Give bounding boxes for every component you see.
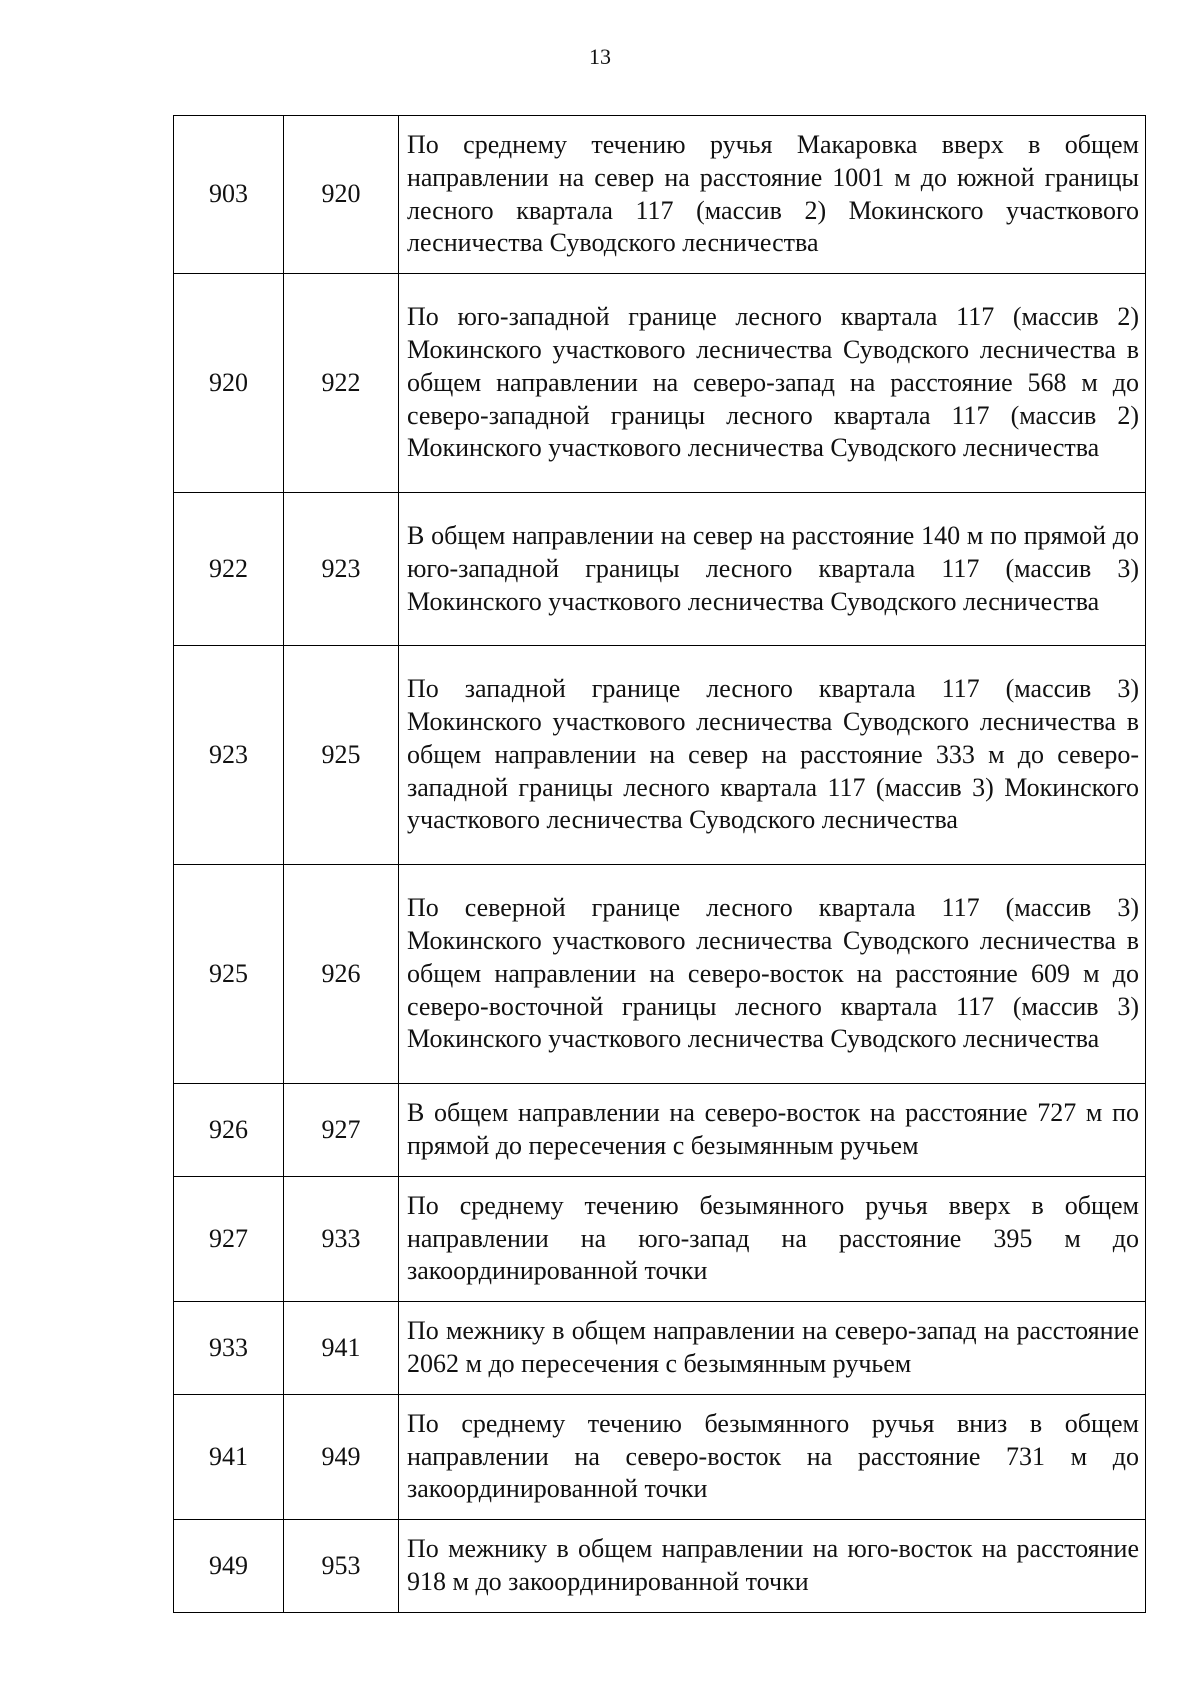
end-point-cell: 920 <box>284 116 399 274</box>
page-number: 13 <box>589 44 611 69</box>
boundary-description-table <box>173 115 1146 1613</box>
table-row <box>174 1176 1146 1301</box>
start-point-cell: 927 <box>174 1176 284 1301</box>
start-point-cell: 922 <box>174 493 284 646</box>
description-cell: По среднему течению ручья Макаровка вверх в общем направлении на север на расстояние 1001 м до южной границы лесного квартала 117 (массив 2) Мокинского участкового лесничества Суводского лесничества <box>399 116 1146 274</box>
description-cell: В общем направлении на север на расстояние 140 м по прямой до юго-западной границы лесного квартала 117 (массив 3) Мокинского участкового лесничества Суводского лесничества <box>399 493 1146 646</box>
start-point-cell: 941 <box>174 1394 284 1519</box>
table-row <box>174 493 1146 646</box>
start-point-cell: 933 <box>174 1302 284 1395</box>
start-point-cell: 923 <box>174 646 284 865</box>
end-point-cell: 926 <box>284 865 399 1084</box>
end-point-cell: 933 <box>284 1176 399 1301</box>
table-row <box>174 116 1146 274</box>
start-point-cell: 920 <box>174 274 284 493</box>
end-point-cell: 953 <box>284 1520 399 1613</box>
description-cell: В общем направлении на северо-восток на расстояние 727 м по прямой до пересечения с безымянным ручьем <box>399 1084 1146 1177</box>
end-point-cell: 922 <box>284 274 399 493</box>
start-point-cell: 903 <box>174 116 284 274</box>
end-point-cell: 923 <box>284 493 399 646</box>
description-cell: По межнику в общем направлении на северо-запад на расстояние 2062 м до пересечения с безымянным ручьем <box>399 1302 1146 1395</box>
table-row <box>174 646 1146 865</box>
table-row <box>174 865 1146 1084</box>
end-point-cell: 927 <box>284 1084 399 1177</box>
table-row <box>174 1394 1146 1519</box>
table-row <box>174 274 1146 493</box>
start-point-cell: 926 <box>174 1084 284 1177</box>
description-cell: По среднему течению безымянного ручья вниз в общем направлении на северо-восток на расстояние 731 м до закоординированной точки <box>399 1394 1146 1519</box>
end-point-cell: 925 <box>284 646 399 865</box>
table-row <box>174 1520 1146 1613</box>
start-point-cell: 925 <box>174 865 284 1084</box>
description-cell: По северной границе лесного квартала 117 (массив 3) Мокинского участкового лесничества Суводского лесничества в общем направлении на северо-восток на расстояние 609 м до северо-восточной границы лесного квартала 117 (массив 3) Мокинского участкового лесничества Суводского лесничества <box>399 865 1146 1084</box>
description-cell: По среднему течению безымянного ручья вверх в общем направлении на юго-запад на расстояние 395 м до закоординированной точки <box>399 1176 1146 1301</box>
description-cell: По западной границе лесного квартала 117 (массив 3) Мокинского участкового лесничества Суводского лесничества в общем направлении на север на расстояние 333 м до северо-западной границы лесного квартала 117 (массив 3) Мокинского участкового лесничества Суводского лесничества <box>399 646 1146 865</box>
end-point-cell: 949 <box>284 1394 399 1519</box>
table-row <box>174 1084 1146 1177</box>
description-cell: По юго-западной границе лесного квартала 117 (массив 2) Мокинского участкового лесничества Суводского лесничества в общем направлении на северо-запад на расстояние 568 м до северо-западной границы лесного квартала 117 (массив 2) Мокинского участкового лесничества Суводского лесничества <box>399 274 1146 493</box>
table-row <box>174 1302 1146 1395</box>
description-cell: По межнику в общем направлении на юго-восток на расстояние 918 м до закоординированной точки <box>399 1520 1146 1613</box>
end-point-cell: 941 <box>284 1302 399 1395</box>
start-point-cell: 949 <box>174 1520 284 1613</box>
